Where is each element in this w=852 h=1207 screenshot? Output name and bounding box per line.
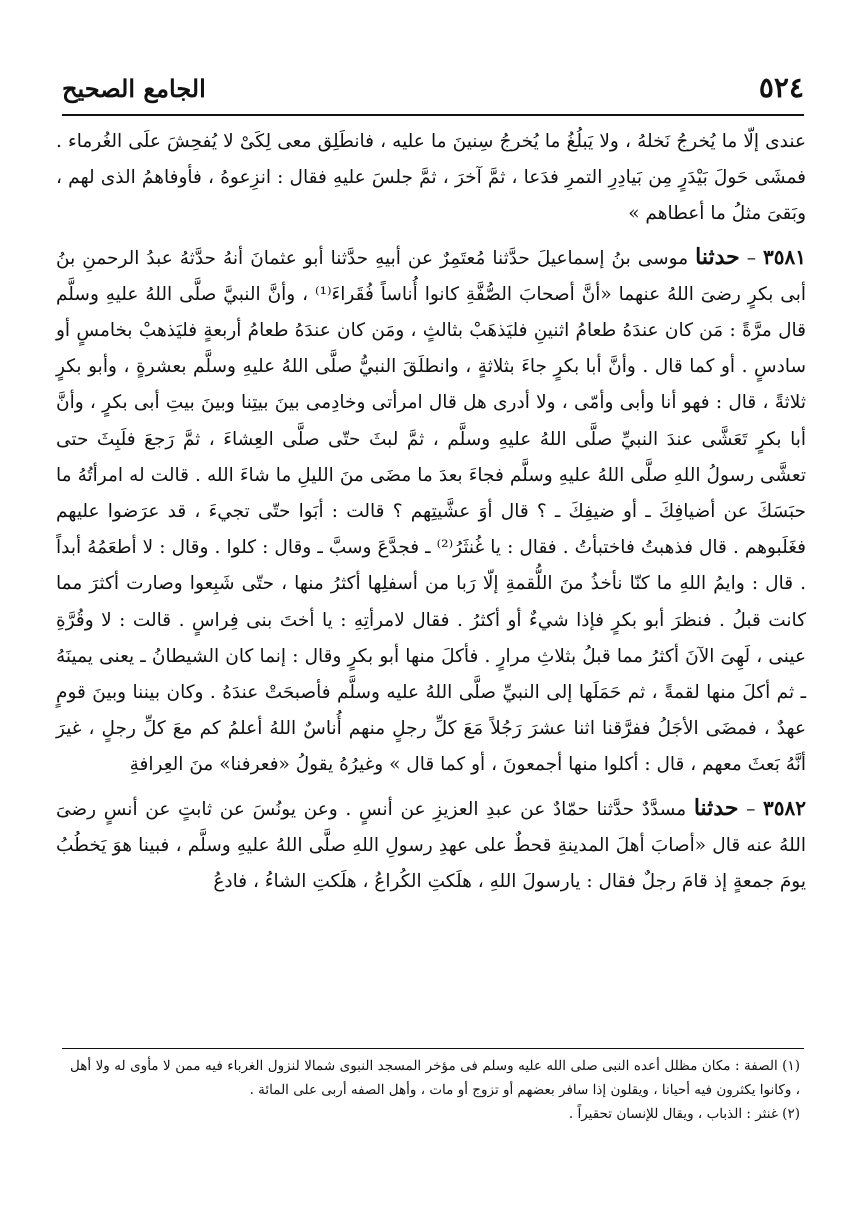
book-title: الجامع الصحيح xyxy=(62,74,206,103)
hadith-3581 xyxy=(56,239,806,784)
hadith-text: مسدَّدٌ حدَّثنا حمّادٌ عن عبدِ العزيزِ عن أنسٍ . وعن يونُسَ عن ثابتٍ عن أنسٍ رضىَ اللهُ عنه قال «أصابَ أهلَ المدينةِ قحطٌ على عهدِ رسولِ اللهِ صلَّى اللهُ عليهِ وسلَّم ، فبينا هوَ يَخطُبُ يومَ جمعةٍ إذ قامَ رجلٌ فقال : يارسولَ اللهِ ، هلَكتِ الكُراعُ ، هلَكتِ الشاءُ ، فادعُ xyxy=(56,798,806,893)
hadith-text: موسى بنُ إسماعيلَ حدَّثنا مُعتَمِرٌ عن أبيهِ حدَّثنا أبو عثمانَ أنهُ حدَّثهُ عبدُ الرحمنِ بنُ أبى بكرٍ رضىَ اللهُ عنهما «أنَّ أصحابَ الصُّفَّةِ كانوا أُناساً فُقَراءَ⁽¹⁾ ، وأنَّ النبيَّ صلَّى اللهُ عليهِ وسلَّم قال مرَّةً : مَن كان عندَهُ طعامُ اثنينِ فليَذهَبْ بثالثٍ ، ومَن كان عندَهُ طعامُ أربعةٍ فليَذهبْ بخامسٍ أو سادسٍ . أو كما قال . وأنَّ أبا بكرٍ جاءَ بثلاثةٍ ، وانطلَقَ النبيُّ صلَّى اللهُ عليهِ وسلَّم بعشرةٍ ، وأبو بكرٍ ثلاثةً ، قال : فهو أنا وأبى وأمّى ، ولا أدرى هل قال امرأتى وخادِمى بينَ بيتِنا وبينَ بيتِ أبى بكرٍ ، وأنَّ أبا بكرٍ تَعَشَّى عندَ النبيِّ صلَّى اللهُ عليهِ وسلَّم ، ثمَّ لبثَ حتّى صلَّى العِشاءَ ، ثمَّ رَجعَ فلَبِثَ حتى تعشَّى رسولُ اللهِ صلَّى اللهُ عليهِ وسلَّم فجاءَ بعدَ ما مضَى منَ الليلِ ما شاءَ الله . قالت له امرأتُهُ ما حبَسَكَ عن أضيافِكَ ـ أو ضيفِكَ ـ ؟ قال أوَ عشَّيتِهم ؟ قالت : أبَوا حتّى تجيءَ ، قد عرَضوا عليهم فغَلَبوهم . قال فذهبتُ فاختبأتُ . فقال : يا غُنثَرُ⁽²⁾ ـ فجدَّعَ وسبَّ ـ وقال : كلوا . وقال : لا أطعَمُهُ أبداً . قال : وايمُ اللهِ ما كنّا نأخذُ منَ اللُّقمةِ إلّا رَبا من أسفلِها أكثرُ منها ، حتّى شَبِعوا وصارت أكثرَ مما كانت قبلُ . فنظرَ أبو بكرٍ فإذا شيءٌ أو أكثرُ . فقال لامرأتِهِ : يا أختَ بنى فِراسٍ . قالت : لا وقُرَّةِ عينى ، لَهِىَ الآنَ أكثرُ مما قبلُ بثلاثِ مرارٍ . فأكلَ منها أبو بكرٍ وقال : إنما كان الشيطانُ ـ يعنى يمينَهُ ـ ثم أكلَ منها لقمةً ، ثم حَمَلَها إلى النبيِّ صلَّى اللهُ عليه وسلَّم فأصبحَتْ عندَهُ . وكان بيننا وبينَ قومٍ عهدٌ ، فمضَى الأجَلُ ففرَّقنا اثنا عشرَ رَجُلاً مَعَ كلِّ رجلٍ منهم أُناسٌ اللهُ أعلمُ كم معَ كلِّ رجلٍ ، غيرَ أنَّهُ بَعثَ معهم ، قال : أكلوا منها أجمعونَ ، أو كما قال » وغيرُهُ يقولُ «فعرفنا» منَ العِرافةِ xyxy=(56,247,807,776)
main-text xyxy=(56,124,806,900)
page-header xyxy=(62,68,804,116)
hadith-number: ٣٥٨٢ xyxy=(763,795,807,820)
dash: – xyxy=(738,798,756,820)
dash: – xyxy=(739,247,757,269)
paragraph-text: عندى إلّا ما يُخرجُ نَخلهُ ، ولا يَبلُغُ ما يُخرجُ سِنينَ ما عليه ، فانطَلِق معى لِكَىْ لا يُفحِشَ علَى الغُرماء . فمشَى حَولَ بَيْدَرٍ مِن بَيادِرِ التمرِ فدَعا ، ثمَّ آخرَ ، ثمَّ جلسَ عليهِ فقال : انزِعوهُ ، فأوفاهمُ الذى لهم ، وبَقىَ مثلُ ما أعطاهم » xyxy=(56,131,806,225)
page-number: ٥٢٤ xyxy=(758,71,804,104)
footnote-1: (١) الصفة : مكان مظلل أعده النبى صلى الله عليه وسلم فى مؤخر المسجد النبوى شمالا لنزول الغرباء فيه ممن لا مأوى له ولا أهل ، وكانوا يكثرون فيه أحيانا ، ويقلون إذا سافر بعضهم أو تزوج أو مات ، وأهل الصفه أربى على المائة . xyxy=(70,1058,800,1098)
footnotes xyxy=(70,1054,800,1126)
hadith-lead-word: حدثنا xyxy=(693,794,739,821)
hadith-number: ٣٥٨١ xyxy=(763,244,806,269)
footnote-2: (٢) غنثر : الذباب ، ويقال للإنسان تحقيراً . xyxy=(568,1106,800,1122)
hadith-3582 xyxy=(56,790,806,901)
paragraph-continuation xyxy=(56,124,806,233)
hadith-lead-word: حدثنا xyxy=(695,243,740,270)
footnote-divider xyxy=(62,1048,804,1049)
